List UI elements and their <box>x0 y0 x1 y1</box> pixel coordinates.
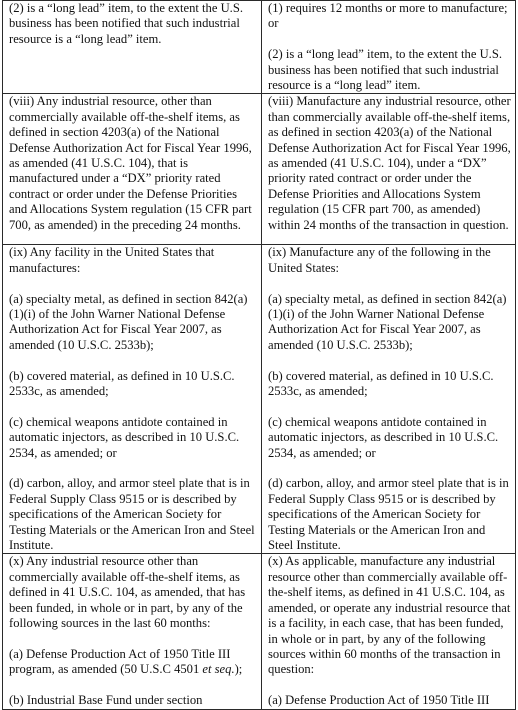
table-row <box>3 1 516 94</box>
paragraph: (ix) Any facility in the United States that manufactures: <box>9 245 215 275</box>
table-cell-right <box>262 245 516 554</box>
text-run: (a) Defense Production Act of 1950 Title III program, as amended (50 U.S.C 4501 <box>9 646 231 677</box>
paragraph: (2) is a “long lead” item, to the extent the U.S. business has been notified that such industrial resource is a “long lead” item. <box>268 47 502 93</box>
table-cell-left <box>3 245 262 554</box>
table-cell-right <box>262 1 516 94</box>
paragraph: (x) As applicable, manufacture any industrial resource other than commercially available off-the-shelf items, as defined in 41 U.S.C. 104, as amended, or operate any industrial resource that is a facility, in each case, that has been funded, in whole or in part, by any of the following sources within 60 months of the transaction in question: <box>268 554 511 677</box>
table-cell-right <box>262 554 516 709</box>
paragraph: (a) specialty metal, as defined in section 842(a)(1)(i) of the John Warner National Defense Authorization Act for Fiscal Year 2007, as amended (10 U.S.C. 2533b); <box>9 291 248 352</box>
text-run: ); <box>234 662 243 677</box>
table-row <box>3 94 516 245</box>
italic-text-run: et seq. <box>202 662 235 677</box>
paragraph: (b) covered material, as defined in 10 U.S.C. 2533c, as amended; <box>268 368 494 399</box>
paragraph: (2) is a “long lead” item, to the extent the U.S. business has been notified that such industrial resource is a “long lead” item. <box>9 1 243 46</box>
table-cell-left <box>3 1 262 94</box>
paragraph: (ix) Manufacture any of the following in the United States: <box>268 245 491 275</box>
paragraph: (d) carbon, alloy, and armor steel plate that is in Federal Supply Class 9515 or is described by specifications of the American Society for Testing Materials or the American Iron and Steel Institute. <box>9 476 255 553</box>
table-cell-left <box>3 554 262 709</box>
paragraph: (a) specialty metal, as defined in section 842(a)(1)(i) of the John Warner National Defense Authorization Act for Fiscal Year 2007, as amended (10 U.S.C. 2533b); <box>268 291 507 352</box>
table-cell-right <box>262 94 516 245</box>
comparison-table <box>2 0 516 710</box>
paragraph: (b) covered material, as defined in 10 U.S.C. 2533c, as amended; <box>9 368 235 399</box>
paragraph: (c) chemical weapons antidote contained in automatic injectors, as described in 10 U.S.C. 2534, as amended; or <box>9 414 240 460</box>
paragraph: (c) chemical weapons antidote contained in automatic injectors, as described in 10 U.S.C. 2534, as amended; or <box>268 414 499 460</box>
table-cell-left <box>3 94 262 245</box>
paragraph: (a) Defense Production Act of 1950 Title III <box>268 693 490 708</box>
table-row <box>3 245 516 554</box>
paragraph: (d) carbon, alloy, and armor steel plate that is in Federal Supply Class 9515 or is described by specifications of the American Society for Testing Materials or the American Iron and Steel Institute. <box>268 476 509 553</box>
paragraph: (viii) Any industrial resource, other than commercially available off-the-shelf items, as defined in section 4203(a) of the National Defense Authorization Act for Fiscal Year 1996, as amended (41 U.S.C. 104), that is manufactured under a “DX” priority rated contract or order under the Defense Priorities and Allocations System regulation (15 CFR part 700, as amended) in the preceding 24 months. <box>9 94 252 232</box>
paragraph: (b) Industrial Base Fund under section <box>9 693 203 708</box>
paragraph <box>9 647 257 678</box>
paragraph: (x) Any industrial resource other than commercially available off-the-shelf items, as defined in 41 U.S.C. 104, as amended, that has been funded, in whole or in part, by any of the following sources in the last 60 months: <box>9 554 246 631</box>
table-row <box>3 554 516 709</box>
paragraph: (viii) Manufacture any industrial resource, other than commercially available off-the-shelf items, as defined in section 4203(a) of the National Defense Authorization Act for Fiscal Year 1996, as amended (41 U.S.C. 104), under a “DX” priority rated contract or order under the Defense Priorities and Allocations System regulation (15 CFR part 700, as amended) within 24 months of the transaction in question. <box>268 94 511 232</box>
paragraph: (1) requires 12 months or more to manufacture; or <box>268 1 508 31</box>
